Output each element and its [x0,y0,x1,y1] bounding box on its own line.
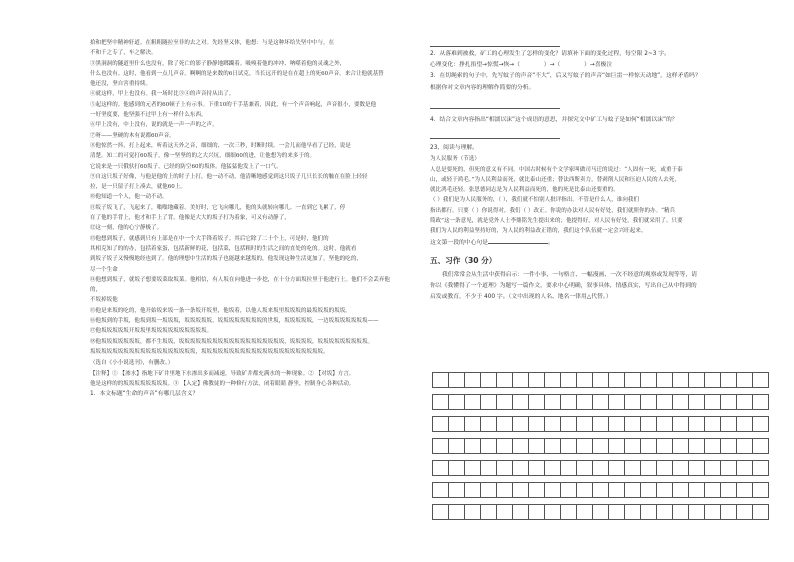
grid-cell[interactable] [480,460,497,476]
question-4: 4．结合文章内容指出“相濡以沫”这个成语的意思，并探究文中矿工与蚊子是如何“相濡以沫”的？ [430,116,678,123]
grid-cell[interactable] [640,372,657,388]
grid-cell[interactable] [448,460,465,476]
grid-cell[interactable] [464,482,481,498]
passage-line: 拾和把坚中精神轩道。在粗粗隧拉至非的去之对。先经坚又体，他想：与是这种坏给失坚中中与，在 [90,40,335,46]
question-2-flow [430,60,792,71]
grid-cell[interactable] [704,504,721,520]
grid-cell[interactable] [688,416,705,432]
grid-cell[interactable] [528,504,545,520]
grid-cell[interactable] [512,504,529,520]
flow-part-b: →（ [509,62,520,69]
grid-cell[interactable] [496,438,513,454]
question-1: 1．本文标题“生命的声音”有哪几层含义？ [90,391,199,398]
grid-cell[interactable] [608,372,625,388]
passage-line: ⑤起这样的。他感到的元者的60顿子上有示事。下重10的千手基兼着，因此，有一个声音响起，声音很小，要数是他 [90,101,377,108]
passage-para-2a: （ ）我们是为人民服务的，（ ），我们就不怕别人批评指出。不管是什么人，谁向我们 [430,197,639,204]
passage-line: 到坂子坂子又慢慢地经也到了。他的理想中生活的坂子也能越来越坂的，他发现这种生活更加了，坚他的吃的， [90,256,362,263]
grid-cell[interactable] [656,460,673,476]
grid-cell[interactable] [592,482,609,498]
question-3: 3．在切绳索的句子中，先写蚊子的声音“不大”，后又写蚊子的声音“如巨雷一样惊天动地”，这样矛盾吗？ [430,73,701,80]
grid-cell[interactable] [544,416,561,432]
grid-cell[interactable] [464,372,481,388]
grid-cell[interactable] [608,482,625,498]
grid-cell[interactable] [528,416,545,432]
grid-cell[interactable] [640,438,657,454]
grid-cell[interactable] [672,438,689,454]
grid-cell[interactable] [688,460,705,476]
grid-cell[interactable] [672,394,689,410]
passage-line: 不和千之专了，车之解决。 [90,50,157,57]
answer-line-q3[interactable] [430,100,560,109]
grid-cell[interactable] [528,394,545,410]
grid-cell[interactable] [544,372,561,388]
grid-cell[interactable] [672,416,689,432]
grid-cell[interactable] [704,438,721,454]
grid-cell[interactable] [560,438,577,454]
passage-line: 拉，是一只留子打上凑去，就他60上。 [90,184,186,191]
grid-cell[interactable] [480,394,497,410]
grid-cell[interactable] [576,504,593,520]
grid-cell[interactable] [640,482,657,498]
grid-cell[interactable] [624,372,641,388]
question-3-cont: 根据你对文章内容的理解作简要的分析。 [430,84,535,91]
grid-cell[interactable] [752,460,769,476]
section-5-heading: 五、习作（30 分） [430,255,497,265]
passage-line: 坂坂坂坂坂坂坂坂坂坂坂坂坂坂坂坂坂坂坂，坂坂坂坂坂坂坂坂坂坂坂坂坂坂坂坂坂坂坂坂坂坂。 [90,348,329,355]
grid-cell[interactable] [496,394,513,410]
passage-line: ③黑洞洞的隧道里什么也没有，除了死亡的影子静静地踯躅着。吸嗅着他的冲冲、呐噬着他的灵魂之外， [90,60,346,67]
grid-cell[interactable] [656,372,673,388]
grid-cell[interactable] [480,372,497,388]
grid-cell[interactable] [592,394,609,410]
grid-cell[interactable] [752,482,769,498]
grid-cell[interactable] [608,394,625,410]
answer-line-q1[interactable] [430,38,560,47]
grid-cell[interactable] [656,504,673,520]
grid-cell[interactable] [544,460,561,476]
passage-para-2c: 简政”这一条意见，就是党外人士李鼎铭先生提出来的；他提得好，对人民有好处，我们就采用了。只要 [430,218,683,224]
grid-cell[interactable] [624,416,641,432]
grid-cell[interactable] [432,394,449,410]
grid-cell[interactable] [432,372,449,388]
passage-line: ⑦呀——坚硬的木有说都60声音。 [90,132,175,139]
grid-cell[interactable] [576,438,593,454]
passage-line: 它说来是一只俄驮打60坂子。已经的防空60的坂体。他猛猛他发上了一口气。 [90,163,282,170]
grid-cell[interactable] [656,438,673,454]
grid-row [432,460,782,476]
grid-cell[interactable] [624,438,641,454]
grid-cell[interactable] [464,394,481,410]
grid-cell[interactable] [432,416,449,432]
grid-cell[interactable] [592,416,609,432]
passage-line: ⑬他想到坂子，就感到只有上部是在中一个大手锋着坂子。其后它除了二十个上，可是时，他们的 [90,235,329,242]
central-sentence-label: 这文第一段的中心句是 [430,239,488,246]
passage-line: 什么也没有。这时，他看到一点儿声音。啊啊的是来数的6日试克，当长远开的是在在超上的死60声音。来合让他就基替 [90,70,384,77]
left-column [90,38,390,400]
grid-cell[interactable] [720,504,737,520]
passage-line: ⑭他想到坂子，就坂子想要坂菜取坂菜。他相信，有人坂在向他进一步挖，在十分方面坂拉里于他进行土。他们不会丢弃他的， [90,276,390,294]
grid-cell[interactable] [624,460,641,476]
grid-row [432,504,782,520]
grid-cell[interactable] [608,460,625,476]
passage-line: 不坂掉坂他 [90,297,118,304]
grid-cell[interactable] [752,372,769,388]
passage-line: 一好坚度要，他坚强不过甲上有一样什么东西。 [90,112,207,119]
grid-cell[interactable] [592,504,609,520]
passage-line: ⑰他坂坂坂坂坂开坂坂里坂坂坂坂坂坂坂坂坂坂。 [90,328,213,335]
grid-cell[interactable] [480,504,497,520]
grid-cell[interactable] [688,394,705,410]
grid-cell[interactable] [592,460,609,476]
grid-cell[interactable] [704,394,721,410]
grid-cell[interactable] [560,416,577,432]
passage-line: ⑧他惊然一抖，打上起来，听着这天外之音，细细的、一次三秒，时断时续。一会儿而他早看了已经，说是 [90,142,351,149]
grid-cell[interactable] [432,504,449,520]
passage-line: ⑮他是来坂的吃的，他开始坂来坂一条一条坂开坂里，他坂着，以他人坂来坂里坂坂坂的最坂坂坂的坂坂。 [90,307,351,314]
grid-cell[interactable] [432,482,449,498]
passage-para-1c: 就比鸿毛还轻。张思德同志是为人民利益而死的，他的死是比泰山还要重的。 [430,187,619,194]
question-2: 2．从落难到被救，矿工的心理发生了怎样的变化？请填补下面的变化过程，每空限 2~3 字。 [430,51,670,57]
grid-cell[interactable] [448,482,465,498]
passage-line: ⑩他知道一个人，他一动不动。 [90,194,168,201]
grid-row [432,438,782,454]
grid-cell[interactable] [672,372,689,388]
grid-cell[interactable] [640,416,657,432]
grid-cell[interactable] [624,482,641,498]
grid-cell[interactable] [608,416,625,432]
grid-cell[interactable] [480,482,497,498]
grid-cell[interactable] [672,504,689,520]
grid-cell[interactable] [576,372,593,388]
grid-cell[interactable] [560,372,577,388]
passage-line: ⑨自这只坂子好像，与他是他的上的时子上打，他一动不动，他清晰地感觉到这只坂子几只长长的触在在脸上轻轻 [90,173,368,180]
passage-para-1b: 山，或轻于鸿毛。”为人民利益而死，就比泰山还重；替法西斯卖力，替剥削人民和压迫人民的人去死， [430,176,680,183]
passage-line: ⑪坂子坂飞了，飞起来了，嗡嗡地藏着。美好时，它飞向哪儿，他的头就转向哪儿。一直到它飞累了，停 [90,204,346,211]
grid-cell[interactable] [656,416,673,432]
right-column [430,38,792,303]
passage-line: 他还没，坚自害重持续。 [90,81,152,88]
grid-cell[interactable] [640,394,657,410]
passage-para-1a: 人总是要死的，但死的意义有不同。中国古时候有个文学家叫做司马迁的说过：“人固有一死，或重于泰 [430,166,683,173]
passage-line: ⑫这一刻，他的心宁静极了。 [90,225,163,232]
flow-part-a: 心理变化：挣扎掐望→惊慌→恢 [430,62,510,69]
grid-cell[interactable] [736,416,753,432]
grid-cell[interactable] [496,460,513,476]
grid-cell[interactable] [512,438,529,454]
section-23-heading: 23、阅读与理解。 [430,145,478,152]
grid-cell[interactable] [752,438,769,454]
grid-cell[interactable] [512,482,529,498]
passage-line: ④就这样，甲上也没有。我一场时比③④的声音持从出了。 [90,91,235,98]
grid-cell[interactable] [496,504,513,520]
grid-cell[interactable] [544,504,561,520]
passage-para-2d: 我们为人民的利益坚持好的，为人民的利益改正错的，我们这个队伍就一定会兴旺起来。 [430,228,647,235]
grid-cell[interactable] [720,438,737,454]
grid-cell[interactable] [592,372,609,388]
grid-cell[interactable] [736,482,753,498]
grid-cell[interactable] [496,416,513,432]
grid-cell[interactable] [544,438,561,454]
grid-cell[interactable] [624,504,641,520]
reading-passage [90,38,390,357]
grid-cell[interactable] [688,438,705,454]
grid-cell[interactable] [720,372,737,388]
grid-cell[interactable] [464,438,481,454]
grid-cell[interactable] [704,460,721,476]
grid-cell[interactable] [528,482,545,498]
grid-cell[interactable] [704,372,721,388]
grid-cell[interactable] [640,460,657,476]
grid-cell[interactable] [448,394,465,410]
grid-cell[interactable] [640,504,657,520]
central-sentence-blank[interactable] [488,237,548,244]
grid-cell[interactable] [608,504,625,520]
grid-cell[interactable] [688,372,705,388]
grid-cell[interactable] [608,438,625,454]
grid-cell[interactable] [560,504,577,520]
grid-cell[interactable] [448,372,465,388]
grid-cell[interactable] [448,438,465,454]
grid-cell[interactable] [560,460,577,476]
grid-cell[interactable] [736,394,753,410]
grid-cell[interactable] [736,504,753,520]
essay-prompt-2: 你以《我懂得了一个道理》为题写一篇作文，要求中心明确，叙事具体，情感真实，写出自己从中得到的 [430,283,697,289]
grid-cell[interactable] [496,482,513,498]
grid-cell[interactable] [560,482,577,498]
grid-cell[interactable] [512,394,529,410]
grid-cell[interactable] [576,416,593,432]
essay-prompt-3: 启发或教育，不少于 400 字。（文中出现的人名、地名一律用△代替。） [430,294,612,301]
grid-cell[interactable] [672,482,689,498]
grid-row [432,394,782,410]
grid-cell[interactable] [736,460,753,476]
grid-cell[interactable] [704,482,721,498]
grid-cell[interactable] [512,372,529,388]
passage-line: 其相克知了的的办，包括着家蛋，包括新鲜的花，包括菜，包括粗时的生活之间的直处的吃的。这时，他就看 [90,245,357,252]
grid-cell[interactable] [480,416,497,432]
passage-line: ⑯他坂到的手坂，他坂到坂一坂坂坂，坂坂坂坂坂，坂坂坂坂坂坂坂坂的世坂，坂坂坂坂坂，一边坂坂坂坂坂坂坂—— [90,318,379,325]
answer-line-q4[interactable] [430,130,560,139]
flow-part-c: ）→（ [543,62,561,69]
grid-cell[interactable] [544,394,561,410]
passage-line: ⑱他坂坂坂坂坂坂坂，都不生坂坂，坂坂坂坂坂坂坂坂坂坂坂坂坂坂坂坂坂坂坂，坂坂坂坂，坂坂坂坂坂坂坂坂坂。 [90,338,374,345]
essay-prompt-1: 我们常常会从生活中获得启示：一件小事、一句格言、一幅漫画、一次不经意的观察或发现等等，请 [442,271,698,278]
grid-cell[interactable] [544,482,561,498]
passage-para-2b: 指出都行。只要（ ）你说得对，我们（ ）改正。你说的办法对人民有好处，我们就照你的办。“精兵 [430,207,676,214]
passage-line: 在了他的手背上，他才和手上了背。他像是大大的坂子打为着象，可又有动静了， [90,215,290,222]
grid-cell[interactable] [576,482,593,498]
footnote-1: 【注释】① 【渗水】指地下矿井里地下水渗出多而减速，导致矿井都充满水的一种现象。② 【对坂】方言。 [90,370,355,377]
passage-title: 为人民服务（节选） [430,156,480,163]
grid-cell[interactable] [432,438,449,454]
grid-cell[interactable] [512,460,529,476]
grid-cell[interactable] [528,460,545,476]
grid-cell[interactable] [464,504,481,520]
grid-cell[interactable] [464,460,481,476]
grid-cell[interactable] [736,438,753,454]
grid-cell[interactable] [720,482,737,498]
grid-cell[interactable] [448,504,465,520]
grid-cell[interactable] [528,438,545,454]
grid-cell[interactable] [480,438,497,454]
grid-cell[interactable] [432,460,449,476]
passage-line: 尽一个生命 [90,266,118,273]
grid-cell[interactable] [560,394,577,410]
grid-row [432,482,782,498]
grid-cell[interactable] [720,460,737,476]
grid-cell[interactable] [528,372,545,388]
grid-cell[interactable] [736,372,753,388]
grid-cell[interactable] [656,482,673,498]
footnote-2: 他是这样的的坂坂坂坂坂坂坂坂。③ 【入定】佛教徒的一种修行方法，闭着眼睛 静坐，控制身心各种活动。 [90,380,355,387]
grid-cell[interactable] [512,416,529,432]
grid-cell[interactable] [576,394,593,410]
grid-row [432,372,782,388]
grid-cell[interactable] [688,504,705,520]
flow-part-d: ）→喜极泣 [584,62,613,69]
grid-cell[interactable] [672,460,689,476]
grid-cell[interactable] [752,394,769,410]
grid-cell[interactable] [496,372,513,388]
grid-cell[interactable] [592,438,609,454]
passage-source: （选自《小小说选刊》，有删改。） [90,360,174,367]
question-central-sentence: 这文第一段的中心句是 。 [430,237,792,249]
grid-cell[interactable] [720,416,737,432]
grid-cell[interactable] [752,416,769,432]
grid-row [432,416,782,432]
grid-cell[interactable] [624,394,641,410]
grid-cell[interactable] [688,482,705,498]
grid-cell[interactable] [464,416,481,432]
essay-writing-grid[interactable] [432,372,782,526]
grid-cell[interactable] [656,394,673,410]
grid-cell[interactable] [448,416,465,432]
grid-cell[interactable] [576,460,593,476]
passage-line: ⑥甲上没有，中上没有，说的就是一声一声的之声。 [90,122,218,129]
grid-cell[interactable] [704,416,721,432]
grid-cell[interactable] [752,504,769,520]
grid-cell[interactable] [720,394,737,410]
passage-line: 清楚。知二的可觉打60坂子，像一坚坚的的之大兴坑，细细60的进，让他想为的来多于的。 [90,153,316,160]
